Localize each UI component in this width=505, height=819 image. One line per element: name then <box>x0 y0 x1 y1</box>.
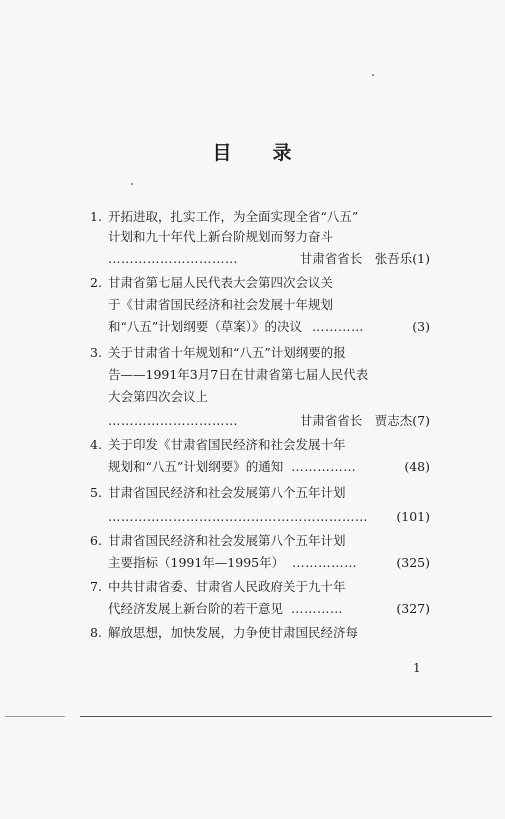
entry-number: 1. <box>90 209 102 224</box>
entry-page: (3) <box>412 319 430 334</box>
entry-number: 6. <box>90 533 102 548</box>
leader-dots: ………………………… <box>108 251 238 266</box>
entry-leader-line <box>108 600 430 618</box>
leader-dots: …………… <box>291 459 357 474</box>
toc-entry-1 <box>90 208 358 226</box>
entry-leader-line <box>108 508 430 526</box>
ink-speck <box>131 183 133 185</box>
entry-number: 8. <box>90 625 102 640</box>
entry-text: 开拓进取，扎实工作，为全面实现全省“八五” <box>108 209 359 224</box>
entry-text: 解放思想，加快发展，力争使甘肃国民经济每 <box>108 625 359 640</box>
entry-author: 甘肃省省长 贾志杰 <box>299 413 413 428</box>
leader-dots: ………… <box>291 601 343 616</box>
toc-entry-6 <box>90 532 346 550</box>
entry-leader-line <box>108 412 430 430</box>
toc-entry-3 <box>90 344 346 362</box>
entry-page: (7) <box>412 413 430 428</box>
entry-text: 中共甘肃省委、甘肃省人民政府关于九十年 <box>108 579 346 594</box>
bottom-rule <box>80 716 492 717</box>
entry-text-line: 大会第四次会议上 <box>108 389 209 404</box>
entry-text: 关于甘肃省十年规划和“八五”计划纲要的报 <box>108 345 346 360</box>
ink-speck <box>372 74 374 76</box>
toc-entry-2 <box>90 274 333 292</box>
entry-leader-line <box>108 554 430 572</box>
entry-number: 3. <box>90 345 102 360</box>
entry-page: (1) <box>412 251 430 266</box>
entry-text: 和“八五”计划纲要（草案）》的决议 <box>108 319 303 334</box>
entry-number: 5. <box>90 485 102 500</box>
entry-page: (48) <box>404 459 430 474</box>
entry-leader-line <box>108 250 430 268</box>
page-number: 1 <box>413 661 421 675</box>
entry-text: 代经济发展上新台阶的若干意见 <box>108 601 284 616</box>
title-char-1: 目 <box>212 142 233 164</box>
entry-leader-line <box>108 458 430 476</box>
entry-page: (101) <box>396 509 430 524</box>
entry-text-line: 计划和九十年代上新台阶规划而努力奋斗 <box>108 229 334 244</box>
entry-page: (327) <box>396 601 430 616</box>
toc-title <box>0 138 505 165</box>
bottom-rule-left <box>5 716 65 717</box>
leader-dots: ………… <box>312 319 365 334</box>
entry-text: 主要指标（1991年—1995年） <box>108 555 285 570</box>
title-char-2: 录 <box>272 142 293 164</box>
entry-text: 甘肃省国民经济和社会发展第八个五年计划 <box>108 485 346 500</box>
toc-entry-8 <box>90 624 358 642</box>
toc-entry-7 <box>90 578 346 596</box>
entry-text: 关于印发《甘肃省国民经济和社会发展十年 <box>108 437 346 452</box>
entry-text-line: 于《甘肃省国民经济和社会发展十年规划 <box>108 297 334 312</box>
entry-text-line: 告——1991年3月7日在甘肃省第七届人民代表 <box>108 367 369 382</box>
entry-text: 甘肃省国民经济和社会发展第八个五年计划 <box>108 533 346 548</box>
toc-entry-4 <box>90 436 346 454</box>
leader-dots: ………………………… <box>108 413 238 428</box>
entry-author: 甘肃省省长 张吾乐 <box>299 251 413 266</box>
entry-number: 4. <box>90 437 102 452</box>
entry-page: (325) <box>396 555 430 570</box>
toc-entry-5 <box>90 484 346 502</box>
leader-dots: …………………………………………………… <box>108 509 368 524</box>
entry-text: 甘肃省第七届人民代表大会第四次会议关 <box>108 275 334 290</box>
leader-dots: …………… <box>292 555 358 570</box>
entry-number: 2. <box>90 275 102 290</box>
entry-text: 规划和“八五”计划纲要》的通知 <box>108 459 284 474</box>
entry-number: 7. <box>90 579 102 594</box>
entry-leader-line <box>108 318 430 336</box>
